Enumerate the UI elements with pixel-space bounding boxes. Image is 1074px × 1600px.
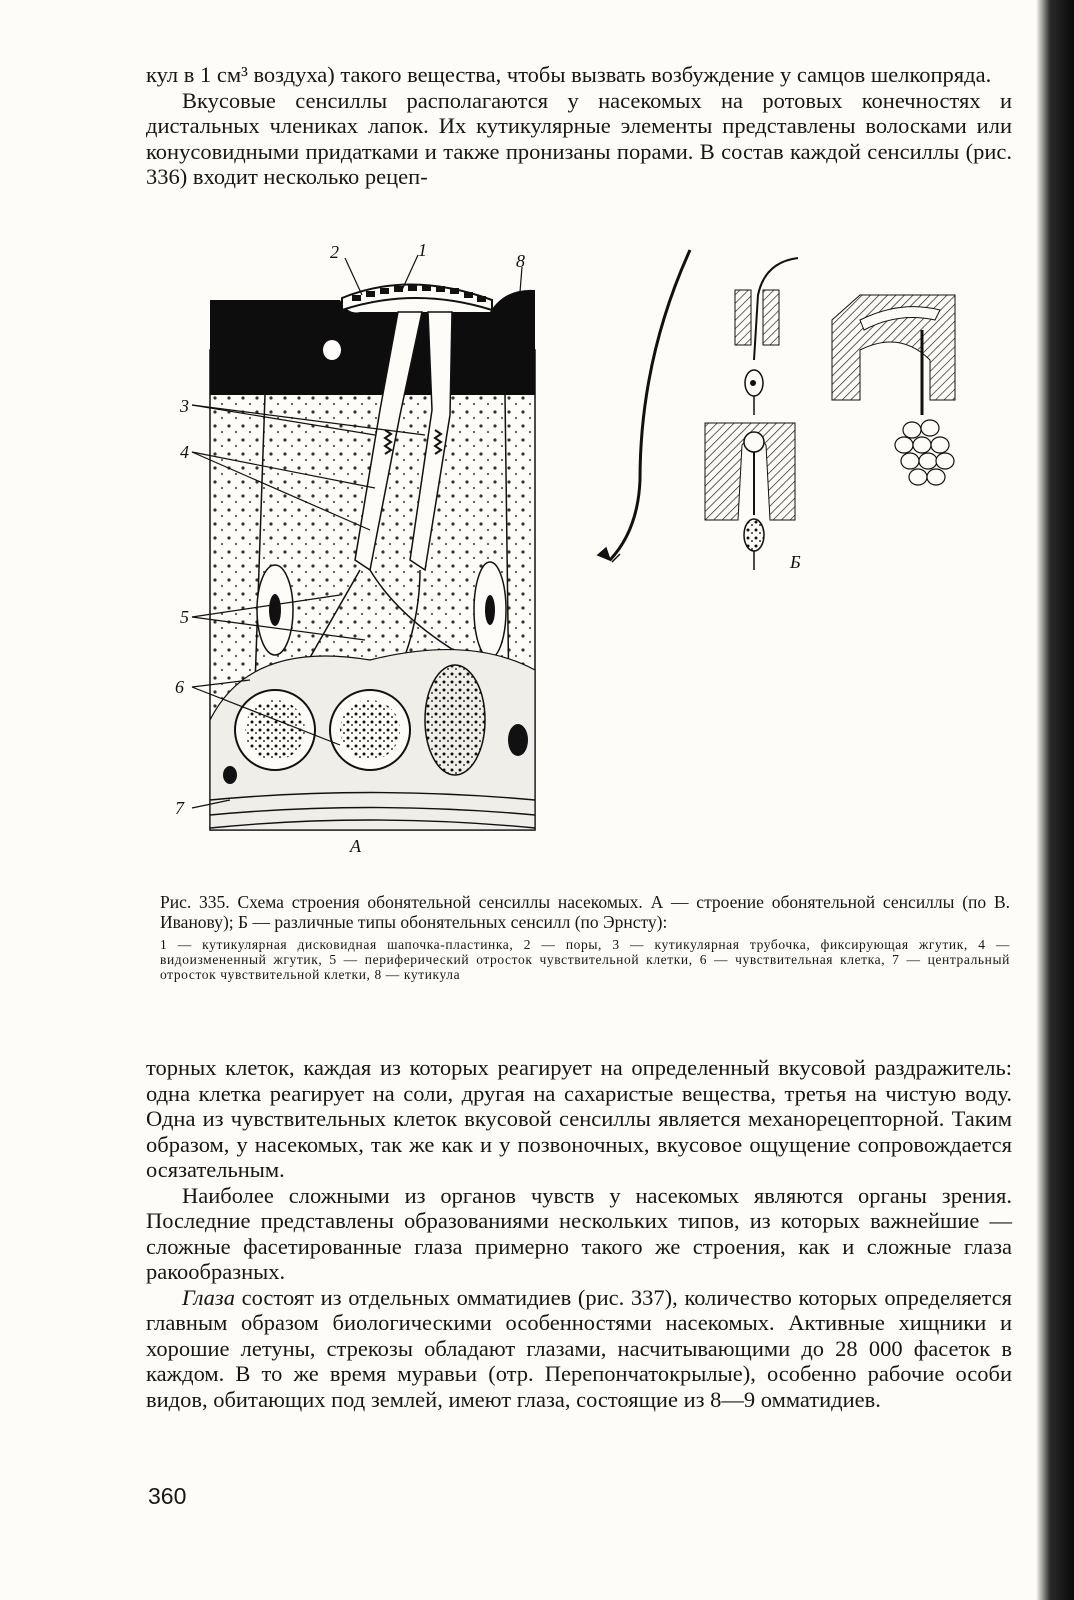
label-2: 2: [330, 242, 339, 262]
scan-page-edge: [1036, 0, 1074, 1600]
paragraph-taste-sensilla: Вкусовые сенсиллы располагаются у насекомых на ротовых конечностях и дистальных члениках лапок. Их кутикулярные элементы представлены волосками или конусовидными придатками и также пронизаны порами. В состав каждой сенсиллы (рис. 336) входит несколько рецеп-: [146, 87, 1012, 189]
paragraph-eyes-text: состоят из отдельных омматидиев (рис. 337), количество которых определяется главным образом биологическими особенностями насекомых. Активные хищники и хорошие летуны, стрекозы обладают глазами, насчитывающими до 28 000 фасеток в каждом. В то же время муравьи (отр. Перепончатокрылые), особенно рабочие особи видов, обитающих под землей, имеют глаза, состоящие из 8—9 омматидиев.: [146, 1284, 1012, 1412]
label-7: 7: [175, 798, 184, 818]
bottom-text-block: [146, 1055, 1012, 1412]
paragraph-receptor-cells: торных клеток, каждая из которых реагирует на определенный вкусовой раздражитель: одна клетка реагирует на соли, другая на сахаристые вещества, третья на чистую воду. Одна из чувствительных клеток вкусовой сенсиллы является механорецепторной. Таким образом, у насекомых, так же как и у позвоночных, вкусовое ощущение сопровождается осязательным.: [146, 1055, 1012, 1182]
label-8: 8: [516, 251, 525, 271]
part-a-drawing: [210, 284, 535, 830]
caption-title: Рис. 335. Схема строения обонятельной сенсиллы насекомых. А — строение обонятельной сенсиллы (по В. Иванову); Б — различные типы обонятельных сенсилл (по Эрнсту):: [160, 892, 1010, 932]
figure-335: [170, 240, 1020, 880]
label-3: 3: [180, 396, 189, 416]
label-4: 4: [180, 442, 189, 462]
paragraph-vision-organs: Наиболее сложными из органов чувств у насекомых являются органы зрения. Последние представлены образованиями нескольких типов, из которых важнейшие — сложные фасетированные глаза примерно такого же строения, как и сложные глаза ракообразных.: [146, 1182, 1012, 1284]
emphasis-eyes: Глаза: [182, 1284, 235, 1310]
sensilla-diagram: [170, 240, 1020, 880]
label-1: 1: [418, 240, 427, 260]
label-part-a: А: [350, 836, 361, 856]
top-text-block: [146, 62, 1012, 190]
caption-legend: 1 — кутикулярная дисковидная шапочка-пластинка, 2 — поры, 3 — кутикулярная трубочка, фиксирующая жгутик, 4 — видоизмененный жгутик, 5 — периферический отросток чувствительной клетки, 6 — чувствительная клетка, 7 — центральный отросток чувствительной клетки, 8 — кутикула: [160, 937, 1010, 982]
part-b-drawing: [598, 250, 955, 570]
figure-caption: [160, 892, 1010, 982]
label-5: 5: [180, 607, 189, 627]
label-6: 6: [175, 677, 184, 697]
label-part-b: Б: [790, 552, 801, 572]
page-number: 360: [148, 1483, 187, 1509]
paragraph-eyes: [146, 1285, 1012, 1413]
paragraph-continuation: кул в 1 см³ воздуха) такого вещества, чтобы вызвать возбуждение у самцов шелкопряда.: [146, 62, 992, 87]
